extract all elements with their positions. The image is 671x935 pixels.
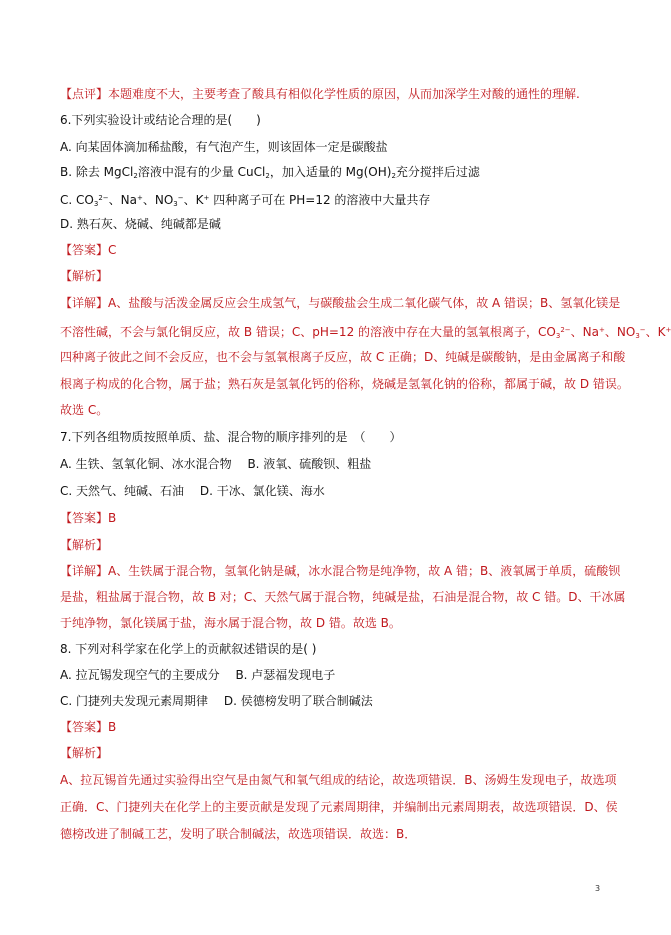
q7-detail-line: 【详解】A、生铁属于混合物，氢氧化钠是碱，冰水混合物是纯净物，故 A 错；B、液氧属于单质，硫酸钡	[60, 564, 621, 578]
q7-analysis-label: 【解析】	[60, 538, 109, 552]
q8-analysis-label: 【解析】	[60, 746, 109, 760]
q6-option-b: B. 除去 MgCl$_2$溶液中混有的少量 CuCl$_2$，加入适量的 $Mg(OH)_2$充分搅拌后过滤	[60, 165, 480, 180]
q7-options-cd: C. 天然气、纯碱、石油 D. 干冰、氯化镁、海水	[60, 484, 325, 498]
q7-detail-line: 于纯净物，氯化镁属于盐，海水属于混合物，故 D 错。故选 B。	[60, 616, 401, 630]
q8-detail-line: 德榜改进了制碱工艺，发明了联合制碱法，故选项错误．故选：B．	[60, 827, 417, 841]
q8-detail-line: A、拉瓦锡首先通过实验得出空气是由氮气和氧气组成的结论，故选项错误．B、汤姆生发现电子，故选项	[60, 773, 617, 787]
q6-analysis-label: 【解析】	[60, 269, 109, 283]
q7-options-ab: A. 生铁、氢氧化铜、冰水混合物 B. 液氧、硫酸钡、粗盐	[60, 457, 372, 471]
q6-conclusion: 故选 C。	[60, 403, 109, 417]
q8-stem: 8. 下列对科学家在化学上的贡献叙述错误的是( )	[60, 642, 317, 656]
q6-detail-line: 【详解】A、盐酸与活泼金属反应会生成氢气，与碳酸盐会生成二氧化碳气体，故 A 错误；B、氢氧化镁是	[60, 296, 621, 310]
q6-option-d: D. 熟石灰、烧碱、纯碱都是碱	[60, 217, 221, 231]
q6-option-c: C. $CO_3^{2-}$、Na+、$NO_3^-$、K+ 四种离子可在 PH=12 的溶液中大量共存	[60, 193, 431, 208]
q6-detail-line: 四种离子彼此之间不会反应，也不会与氢氧根离子反应，故 C 正确；D、纯碱是碳酸钠，是由金属离子和酸	[60, 350, 626, 364]
q6-detail-line: 根离子构成的化合物，属于盐；熟石灰是氢氧化钙的俗称，烧碱是氢氧化钠的俗称，都属于碱，故 D 错误。	[60, 377, 629, 391]
q6-answer: 【答案】C	[60, 243, 117, 257]
q8-detail-line: 正确．C、门捷列夫在化学上的主要贡献是发现了元素周期律，并编制出元素周期表，故选项错误．D、侯	[60, 800, 618, 814]
q8-options-cd: C. 门捷列夫发现元素周期律 D. 侯德榜发明了联合制碱法	[60, 694, 373, 708]
q8-answer: 【答案】B	[60, 720, 117, 734]
q6-detail-line: 不溶性碱，不会与氯化铜反应，故 B 错误；C、pH=12 的溶液中存在大量的氢氧根离子，$CO_3^{2-}$、Na+、$NO_3^-$、K+	[60, 325, 671, 340]
q6-stem: 6.下列实验设计或结论合理的是( )	[60, 113, 261, 127]
q6-option-a: A. 向某固体滴加稀盐酸，有气泡产生，则该固体一定是碳酸盐	[60, 140, 388, 154]
review-comment: 【点评】本题难度不大，主要考查了酸具有相似化学性质的原因，从而加深学生对酸的通性的理解.	[60, 87, 580, 101]
q7-answer: 【答案】B	[60, 511, 117, 525]
page-number: 3	[595, 884, 601, 893]
q8-options-ab: A. 拉瓦锡发现空气的主要成分 B. 卢瑟福发现电子	[60, 668, 336, 682]
q7-detail-line: 是盐，粗盐属于混合物，故 B 对；C、天然气属于混合物，纯碱是盐，石油是混合物，故 C 错。D、干冰属	[60, 590, 626, 604]
q7-stem: 7.下列各组物质按照单质、盐、混合物的顺序排列的是 （ ）	[60, 430, 402, 444]
